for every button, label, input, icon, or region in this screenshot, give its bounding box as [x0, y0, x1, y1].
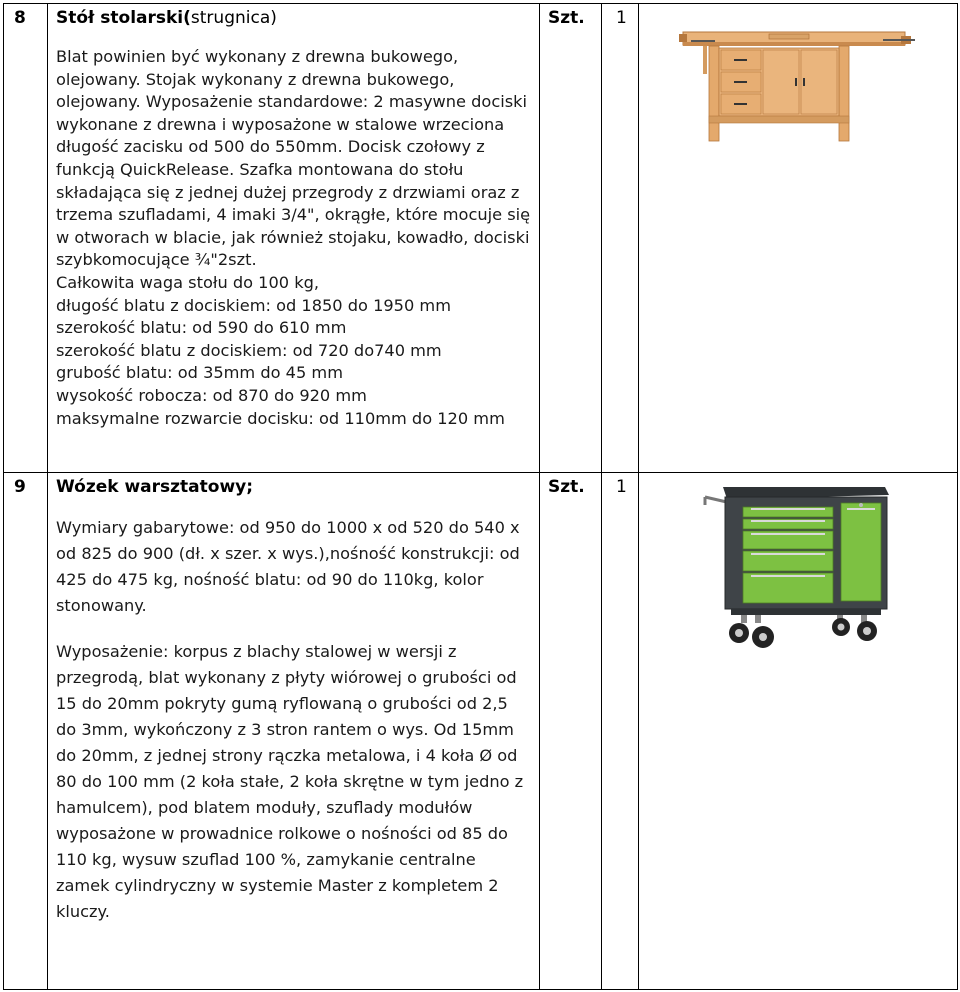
item-description: [48, 473, 540, 990]
image-cell: [639, 473, 958, 990]
workbench-image: [679, 28, 919, 143]
item-equipment-text: Wyposażenie: korpus z blachy stalowej w wersji z przegrodą, blat wykonany z płyty wiórowej o grubości od 15 do 20mm pokryty gumą ryflowaną o grubości od 2,5 do 3mm, wykończony z 3 stron rantem o wys. Od 15mm do 20mm, z jednej strony rączka metalowa, i 4 koła Ø od 80 do 100 mm (2 koła stałe, 2 koła skrętne w tym jedno z hamulcem), pod blatem moduły, szuflady modułów wyposażone w prowadnice rolkowe o nośności od 85 do 110 kg, wysuw szuflad 100 %, zamykanie centralne zamek cylindryczny w systemie Master z kompletem 2 kluczy.: [56, 642, 524, 921]
item-title-normal: strugnica): [190, 8, 277, 28]
tool-cart-image: [701, 481, 891, 651]
spec-line: wysokość robocza: od 870 do 920 mm: [56, 385, 367, 405]
unit-cell: Szt.: [540, 4, 602, 473]
table-row: [4, 4, 958, 473]
table-row: [4, 473, 958, 990]
spec-list: [56, 272, 531, 430]
spec-line: długość blatu z dociskiem: od 1850 do 1950 mm: [56, 295, 451, 315]
quantity-cell: 1: [602, 473, 639, 990]
quantity-cell: 1: [602, 4, 639, 473]
spec-line: maksymalne rozwarcie docisku: od 110mm do 120 mm: [56, 408, 505, 428]
item-description-text: Blat powinien być wykonany z drewna bukowego, olejowany. Stojak wykonany z drewna bukowego, olejowany. Wyposażenie standardowe: 2 masywne dociski wykonane z drewna i wyposażone w stalowe wrzeciona długość zacisku od 500 do 550mm. Docisk czołowy z funkcją QuickRelease. Szafka montowana do stołu składająca się z jednej dużej przegrody z drzwiami oraz z trzema szufladami, 4 imaki 3/4", okrągłe, które mocuje się w otworach w blacie, jak również stojaku, kowadło, dociski szybkomocujące ¾"2szt.: [56, 47, 531, 270]
item-dimensions-text: Wymiary gabarytowe: od 950 do 1000 x od 520 do 540 x od 825 do 900 (dł. x szer. x wys.),nośność konstrukcji: od 425 do 475 kg, nośność blatu: od 90 do 110kg, kolor stonowany.: [56, 518, 520, 615]
spec-line: szerokość blatu z dociskiem: od 720 do740 mm: [56, 340, 442, 360]
item-title: Wózek warsztatowy;: [56, 477, 254, 497]
row-number: 9: [4, 473, 48, 990]
spec-line: Całkowita waga stołu do 100 kg,: [56, 272, 320, 292]
unit-cell: Szt.: [540, 473, 602, 990]
specification-table: [3, 3, 958, 990]
image-cell: [639, 4, 958, 473]
spec-line: szerokość blatu: od 590 do 610 mm: [56, 318, 347, 338]
spec-line: grubość blatu: od 35mm do 45 mm: [56, 363, 343, 383]
item-title: [56, 8, 531, 28]
item-title-bold: Stół stolarski(: [56, 8, 191, 28]
row-number: 8: [4, 4, 48, 473]
item-description: [48, 4, 540, 473]
